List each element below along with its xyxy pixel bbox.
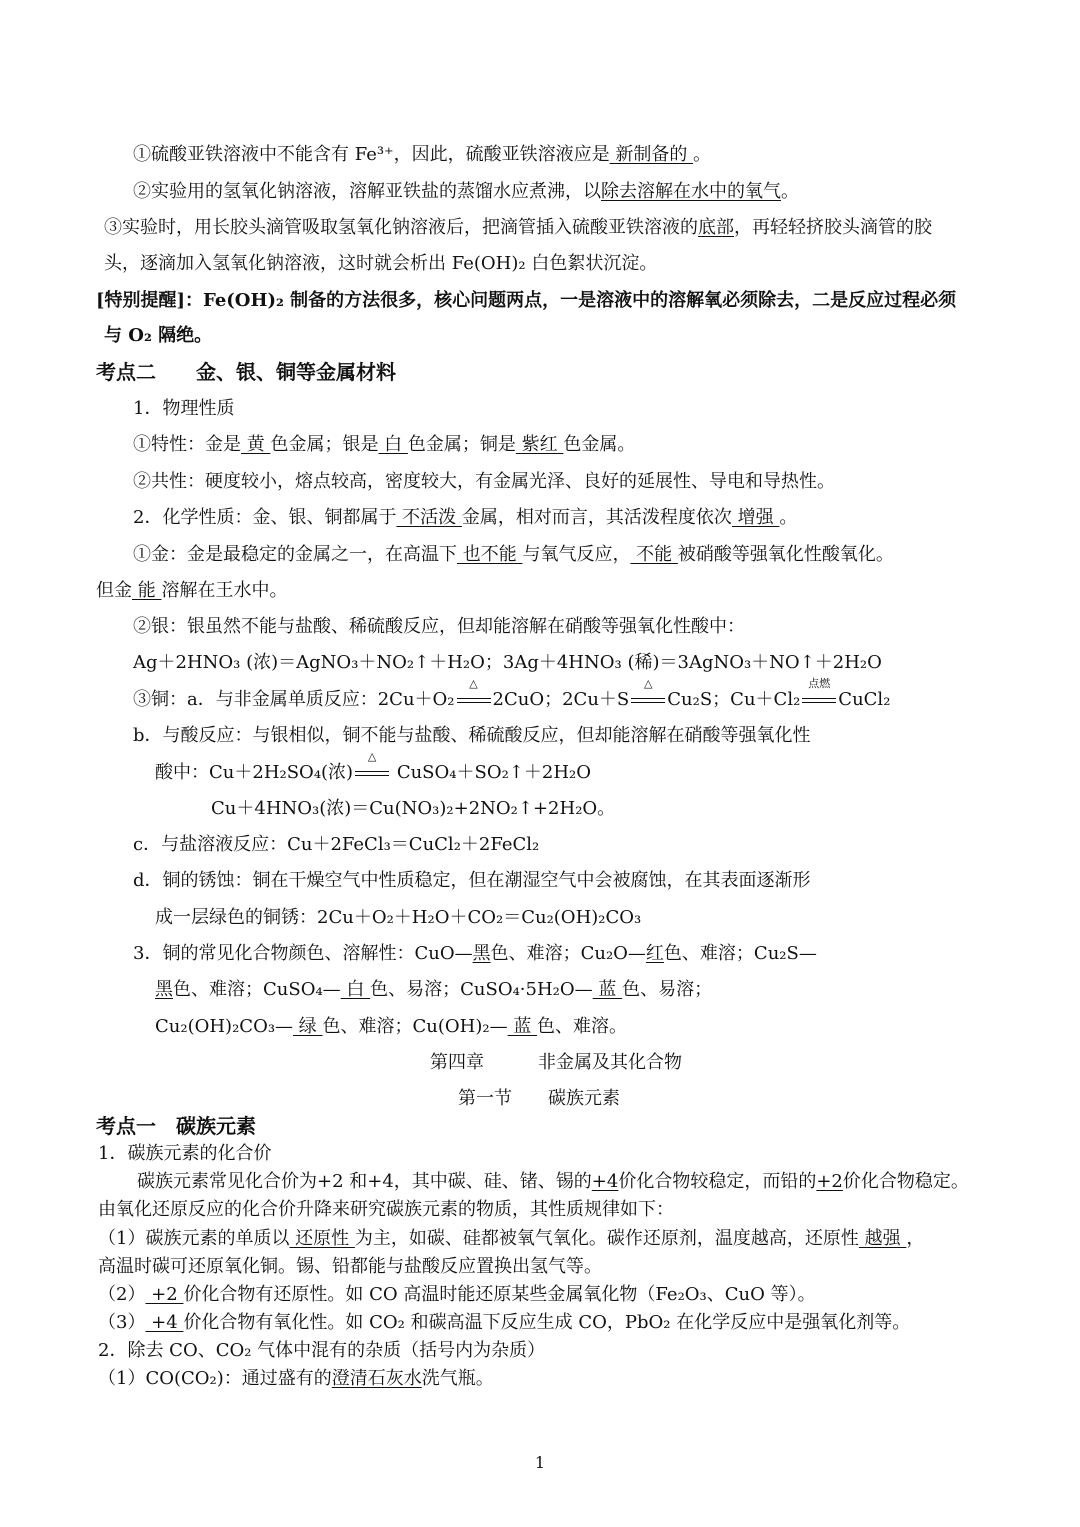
line-impurities: 2．除去 CO、CO₂ 气体中混有的杂质（括号内为杂质） (98, 1340, 546, 1361)
line-silver: ②银：银虽然不能与盐酸、稀硫酸反应，但却能溶解在硝酸等强氧化性酸中： (133, 616, 745, 637)
line-copper-compounds-2: 黑色、难溶；CuSO₄— 白 色、易溶；CuSO₄·5H₂O— 蓝 色、易溶； (155, 979, 713, 1000)
carbon-valence-title: 1．碳族元素的化合价 (98, 1143, 272, 1164)
equation-silver-nitric: Ag＋2HNO₃ (浓)＝AgNO₃＋NO₂↑＋H₂O；3Ag＋4HNO₃ (稀)＝3AgNO₃＋NO↑＋2H₂O (133, 652, 882, 673)
line-gold-aqua-regia: 但金 能 溶解在王水中。 (96, 580, 288, 601)
heat-mark: △ (469, 677, 478, 690)
equation-copper-nitric: Cu＋4HNO₃(浓)＝Cu(NO₃)₂+2NO₂↑+2H₂O。 (211, 798, 616, 819)
line-copper-compounds-3: Cu₂(OH)₂CO₃— 绿 色、难溶；Cu(OH)₂— 蓝 色、难溶。 (155, 1016, 628, 1037)
line-co-co2: （1）CO(CO₂)：通过盛有的澄清石灰水洗气瓶。 (98, 1368, 494, 1389)
line-copper-rust: d．铜的锈蚀：铜在干燥空气中性质稳定，但在潮湿空气中会被腐蚀，在其表面逐渐形 (133, 870, 811, 891)
section-heading-metals: 考点二 金、银、铜等金属材料 (96, 360, 396, 384)
line-copper-salt: c．与盐溶液反应：Cu＋2FeCl₃＝CuCl₂＋2FeCl₂ (133, 834, 540, 855)
line-carbon-valence: 碳族元素常见化合价为+2 和+4，其中碳、硅、锗、锡的+4价化合物较稳定，而铅的+2价化合物稳定。 (137, 1171, 969, 1192)
line-copper-nonmetal: ③铜：a．与非金属单质反应：2Cu＋O₂ △ 2CuO；2Cu＋S △ Cu₂S；Cu＋Cl₂ 点燃 CuCl₂ (133, 677, 891, 710)
heat-mark: △ (644, 677, 653, 690)
equation-copper-rust: 成一层绿色的铜锈：2Cu＋O₂＋H₂O＋CO₂＝Cu₂(OH)₂CO₃ (155, 907, 642, 928)
line-copper-compounds: 3．铜的常见化合物颜色、溶解性：CuO—黑色、难溶；Cu₂O—红色、难溶；Cu₂S— (133, 943, 817, 964)
equation-copper-sulfuric: 酸中：Cu＋2H₂SO₄(浓) △ CuSO₄＋SO₂↑＋2H₂O (155, 750, 591, 783)
line-plus4: （3） +4 价化合物有氧化性。如 CO₂ 和碳高温下反应生成 CO，PbO₂ 在化学反应中是强氧化剂等。 (98, 1312, 911, 1333)
section-title: 第一节 碳族元素 (458, 1088, 620, 1109)
line-copper-acid: b．与酸反应：与银相似，铜不能与盐酸、稀硫酸反应，但却能溶解在硝酸等强氧化性 (133, 725, 811, 746)
ignite-mark: 点燃 (808, 677, 831, 690)
line-precipitate: 头，逐滴加入氢氧化钠溶液，这时就会析出 Fe(OH)₂ 白色絮状沉淀。 (104, 253, 658, 274)
special-note: [特别提醒]：Fe(OH)₂ 制备的方法很多，核心问题两点，一是溶液中的溶解氧必须除去，二是反应过程必须 (96, 290, 957, 311)
line-feso4-fresh: ①硫酸亚铁溶液中不能含有 Fe³⁺，因此，硫酸亚铁溶液应是 新制备的 。 (133, 144, 712, 165)
section-heading-carbon: 考点一 碳族元素 (96, 1114, 256, 1138)
line-plus2: （2） +2 价化合物有还原性。如 CO 高温时能还原某些金属氧化物（Fe₂O₃、CuO 等）。 (98, 1284, 816, 1305)
line-metal-colors: ①特性：金是 黄 色金属；银是 白 色金属；铜是 紫红 色金属。 (133, 434, 636, 455)
line-dropper: ③实验时，用长胶头滴管吸取氢氧化钠溶液后，把滴管插入硫酸亚铁溶液的底部，再轻轻挤胶头滴管的胶 (104, 217, 932, 238)
line-gold: ①金：金是最稳定的金属之一，在高温下 也不能 与氧气反应， 不能 被硝酸等强氧化性酸氧化。 (133, 544, 894, 565)
line-redox-intro: 由氧化还原反应的化合价升降来研究碳族元素的物质，其性质规律如下： (98, 1199, 674, 1220)
line-common-properties: ②共性：硬度较小，熔点较高，密度较大，有金属光泽、良好的延展性、导电和导热性。 (133, 471, 835, 492)
heat-mark: △ (367, 750, 377, 763)
physical-properties-title: 1．物理性质 (133, 398, 235, 419)
line-chemical-properties: 2．化学性质：金、银、铜都属于 不活泼 金属，相对而言，其活泼程度依次 增强 。 (133, 507, 798, 528)
line-reducing-cont: 高温时碳可还原氧化铜。锡、铅都能与盐酸反应置换出氢气等。 (98, 1256, 602, 1277)
line-naoh-boil: ②实验用的氢氧化钠溶液，溶解亚铁盐的蒸馏水应煮沸，以除去溶解在水中的氧气。 (133, 181, 799, 202)
line-reducing: （1）碳族元素的单质以 还原性 为主，如碳、硅都被氧气氧化。碳作还原剂，温度越高，还原性 越强 ， (98, 1228, 925, 1249)
chapter-title: 第四章 非金属及其化合物 (430, 1052, 682, 1073)
special-note-cont: 与 O₂ 隔绝。 (104, 325, 213, 346)
page-number: 1 (534, 1453, 546, 1472)
